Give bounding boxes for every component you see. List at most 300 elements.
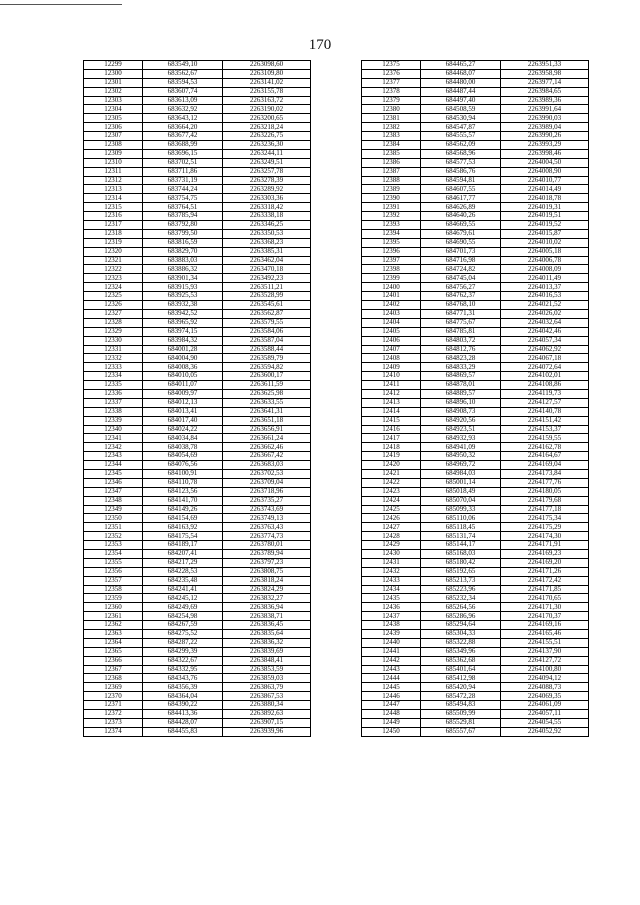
table-row	[84, 514, 311, 523]
point-number-cell: 12429	[362, 541, 421, 550]
table-row	[362, 621, 589, 630]
x-coordinate-cell: 684896,10	[421, 398, 501, 407]
y-coordinate-cell: 2264100,80	[501, 665, 589, 674]
point-number-cell: 12443	[362, 665, 421, 674]
table-row	[84, 603, 311, 612]
point-number-cell: 12391	[362, 203, 421, 212]
x-coordinate-cell: 684594,81	[421, 176, 501, 185]
y-coordinate-cell: 2263780,01	[223, 541, 311, 550]
point-number-cell: 12324	[84, 283, 143, 292]
x-coordinate-cell: 684923,51	[421, 425, 501, 434]
y-coordinate-cell: 2264171,85	[501, 585, 589, 594]
y-coordinate-cell: 2264054,55	[501, 718, 589, 727]
x-coordinate-cell: 684869,57	[421, 372, 501, 381]
y-coordinate-cell: 2263863,79	[223, 683, 311, 692]
table-row	[362, 247, 589, 256]
x-coordinate-cell: 684322,67	[143, 656, 223, 665]
table-row	[84, 558, 311, 567]
x-coordinate-cell: 684555,57	[421, 132, 501, 141]
table-row	[84, 407, 311, 416]
point-number-cell: 12317	[84, 221, 143, 230]
point-number-cell: 12424	[362, 496, 421, 505]
x-coordinate-cell: 684745,04	[421, 274, 501, 283]
point-number-cell: 12376	[362, 69, 421, 78]
coordinates-table-left-body	[84, 61, 311, 737]
x-coordinate-cell: 684984,03	[421, 469, 501, 478]
x-coordinate-cell: 683974,15	[143, 327, 223, 336]
x-coordinate-cell: 684455,83	[143, 727, 223, 736]
x-coordinate-cell: 685420,94	[421, 683, 501, 692]
table-row	[84, 523, 311, 532]
point-number-cell: 12306	[84, 123, 143, 132]
point-number-cell: 12374	[84, 727, 143, 736]
y-coordinate-cell: 2264016,53	[501, 292, 589, 301]
x-coordinate-cell: 683711,86	[143, 167, 223, 176]
x-coordinate-cell: 685494,83	[421, 701, 501, 710]
table-row	[84, 638, 311, 647]
table-row	[84, 452, 311, 461]
point-number-cell: 12428	[362, 532, 421, 541]
table-row	[362, 336, 589, 345]
table-row	[362, 69, 589, 78]
point-number-cell: 12340	[84, 425, 143, 434]
point-number-cell: 12359	[84, 594, 143, 603]
x-coordinate-cell: 684110,78	[143, 478, 223, 487]
point-number-cell: 12401	[362, 292, 421, 301]
point-number-cell: 12418	[362, 443, 421, 452]
y-coordinate-cell: 2264102,01	[501, 372, 589, 381]
y-coordinate-cell: 2263990,03	[501, 114, 589, 123]
table-row	[84, 692, 311, 701]
y-coordinate-cell: 2264172,42	[501, 576, 589, 585]
table-row	[84, 710, 311, 719]
x-coordinate-cell: 683901,34	[143, 274, 223, 283]
table-row	[84, 496, 311, 505]
table-row	[84, 701, 311, 710]
y-coordinate-cell: 2263462,04	[223, 256, 311, 265]
y-coordinate-cell: 2263848,41	[223, 656, 311, 665]
x-coordinate-cell: 684969,72	[421, 461, 501, 470]
point-number-cell: 12367	[84, 665, 143, 674]
y-coordinate-cell: 2264018,78	[501, 194, 589, 203]
point-number-cell: 12411	[362, 381, 421, 390]
x-coordinate-cell: 685192,65	[421, 567, 501, 576]
x-coordinate-cell: 683607,74	[143, 87, 223, 96]
x-coordinate-cell: 684768,10	[421, 301, 501, 310]
table-row	[84, 505, 311, 514]
coordinates-table-left	[83, 60, 311, 737]
y-coordinate-cell: 2263244,11	[223, 149, 311, 158]
point-number-cell: 12406	[362, 336, 421, 345]
x-coordinate-cell: 684008,36	[143, 363, 223, 372]
table-row	[362, 123, 589, 132]
y-coordinate-cell: 2264180,05	[501, 487, 589, 496]
y-coordinate-cell: 2263226,75	[223, 132, 311, 141]
table-row	[84, 354, 311, 363]
y-coordinate-cell: 2263998,46	[501, 149, 589, 158]
x-coordinate-cell: 685557,67	[421, 727, 501, 736]
point-number-cell: 12450	[362, 727, 421, 736]
x-coordinate-cell: 684009,97	[143, 389, 223, 398]
point-number-cell: 12334	[84, 372, 143, 381]
x-coordinate-cell: 684568,96	[421, 149, 501, 158]
point-number-cell: 12431	[362, 558, 421, 567]
point-number-cell: 12387	[362, 167, 421, 176]
x-coordinate-cell: 684562,09	[421, 141, 501, 150]
x-coordinate-cell: 683613,09	[143, 96, 223, 105]
x-coordinate-cell: 683984,32	[143, 336, 223, 345]
x-coordinate-cell: 684004,90	[143, 354, 223, 363]
y-coordinate-cell: 2263958,98	[501, 69, 589, 78]
x-coordinate-cell: 684468,07	[421, 69, 501, 78]
table-row	[84, 487, 311, 496]
point-number-cell: 12390	[362, 194, 421, 203]
table-row	[362, 603, 589, 612]
x-coordinate-cell: 684390,22	[143, 701, 223, 710]
x-coordinate-cell: 685070,04	[421, 496, 501, 505]
y-coordinate-cell: 2264067,18	[501, 354, 589, 363]
x-coordinate-cell: 683816,59	[143, 238, 223, 247]
y-coordinate-cell: 2264014,49	[501, 185, 589, 194]
point-number-cell: 12341	[84, 434, 143, 443]
y-coordinate-cell: 2263990,26	[501, 132, 589, 141]
point-number-cell: 12358	[84, 585, 143, 594]
table-row	[84, 434, 311, 443]
y-coordinate-cell: 2264153,37	[501, 425, 589, 434]
x-coordinate-cell: 685223,96	[421, 585, 501, 594]
point-number-cell: 12417	[362, 434, 421, 443]
x-coordinate-cell: 683965,92	[143, 318, 223, 327]
x-coordinate-cell: 684123,56	[143, 487, 223, 496]
x-coordinate-cell: 684245,12	[143, 594, 223, 603]
point-number-cell: 12379	[362, 96, 421, 105]
x-coordinate-cell: 684011,07	[143, 381, 223, 390]
table-row	[84, 727, 311, 736]
table-row	[362, 638, 589, 647]
point-number-cell: 12356	[84, 567, 143, 576]
x-coordinate-cell: 684343,76	[143, 674, 223, 683]
point-number-cell: 12419	[362, 452, 421, 461]
point-number-cell: 12307	[84, 132, 143, 141]
y-coordinate-cell: 2263289,92	[223, 185, 311, 194]
table-row	[362, 710, 589, 719]
point-number-cell: 12386	[362, 158, 421, 167]
table-row	[84, 416, 311, 425]
point-number-cell: 12337	[84, 398, 143, 407]
point-number-cell: 12445	[362, 683, 421, 692]
table-row	[84, 301, 311, 310]
table-row	[84, 381, 311, 390]
point-number-cell: 12357	[84, 576, 143, 585]
y-coordinate-cell: 2263702,53	[223, 469, 311, 478]
point-number-cell: 12325	[84, 292, 143, 301]
y-coordinate-cell: 2264173,84	[501, 469, 589, 478]
x-coordinate-cell: 685294,64	[421, 621, 501, 630]
point-number-cell: 12331	[84, 345, 143, 354]
y-coordinate-cell: 2263836,32	[223, 638, 311, 647]
table-row	[84, 336, 311, 345]
point-number-cell: 12447	[362, 701, 421, 710]
y-coordinate-cell: 2263249,51	[223, 158, 311, 167]
x-coordinate-cell: 684617,77	[421, 194, 501, 203]
y-coordinate-cell: 2264032,64	[501, 318, 589, 327]
x-coordinate-cell: 684100,91	[143, 469, 223, 478]
x-coordinate-cell: 683829,70	[143, 247, 223, 256]
table-row	[362, 327, 589, 336]
y-coordinate-cell: 2264010,77	[501, 176, 589, 185]
point-number-cell: 12446	[362, 692, 421, 701]
table-row	[84, 203, 311, 212]
point-number-cell: 12427	[362, 523, 421, 532]
y-coordinate-cell: 2264127,72	[501, 656, 589, 665]
x-coordinate-cell: 683702,51	[143, 158, 223, 167]
x-coordinate-cell: 684189,17	[143, 541, 223, 550]
table-row	[84, 478, 311, 487]
table-row	[84, 265, 311, 274]
point-number-cell: 12330	[84, 336, 143, 345]
table-row	[362, 487, 589, 496]
y-coordinate-cell: 2263718,96	[223, 487, 311, 496]
x-coordinate-cell: 685001,14	[421, 478, 501, 487]
y-coordinate-cell: 2264062,92	[501, 345, 589, 354]
table-row	[84, 96, 311, 105]
y-coordinate-cell: 2263789,94	[223, 549, 311, 558]
x-coordinate-cell: 684833,29	[421, 363, 501, 372]
y-coordinate-cell: 2264151,42	[501, 416, 589, 425]
y-coordinate-cell: 2263989,36	[501, 96, 589, 105]
point-number-cell: 12300	[84, 69, 143, 78]
x-coordinate-cell: 684724,82	[421, 265, 501, 274]
point-number-cell: 12385	[362, 149, 421, 158]
point-number-cell: 12353	[84, 541, 143, 550]
table-row	[84, 541, 311, 550]
point-number-cell: 12426	[362, 514, 421, 523]
point-number-cell: 12320	[84, 247, 143, 256]
table-row	[84, 292, 311, 301]
y-coordinate-cell: 2264119,73	[501, 389, 589, 398]
x-coordinate-cell: 683731,19	[143, 176, 223, 185]
point-number-cell: 12435	[362, 594, 421, 603]
y-coordinate-cell: 2264177,76	[501, 478, 589, 487]
x-coordinate-cell: 684241,41	[143, 585, 223, 594]
y-coordinate-cell: 2263977,14	[501, 78, 589, 87]
table-row	[362, 469, 589, 478]
y-coordinate-cell: 2263528,99	[223, 292, 311, 301]
x-coordinate-cell: 684908,73	[421, 407, 501, 416]
x-coordinate-cell: 683632,92	[143, 105, 223, 114]
table-row	[362, 683, 589, 692]
table-row	[362, 354, 589, 363]
point-number-cell: 12413	[362, 398, 421, 407]
table-row	[362, 647, 589, 656]
point-number-cell: 12437	[362, 612, 421, 621]
point-number-cell: 12311	[84, 167, 143, 176]
table-row	[362, 630, 589, 639]
x-coordinate-cell: 684878,01	[421, 381, 501, 390]
x-coordinate-cell: 684640,26	[421, 212, 501, 221]
x-coordinate-cell: 684487,44	[421, 87, 501, 96]
table-row	[84, 683, 311, 692]
table-row	[84, 372, 311, 381]
y-coordinate-cell: 2263163,72	[223, 96, 311, 105]
table-row	[362, 434, 589, 443]
point-number-cell: 12323	[84, 274, 143, 283]
table-row	[362, 452, 589, 461]
table-row	[84, 158, 311, 167]
y-coordinate-cell: 2264069,35	[501, 692, 589, 701]
x-coordinate-cell: 684701,73	[421, 247, 501, 256]
x-coordinate-cell: 684941,09	[421, 443, 501, 452]
x-coordinate-cell: 684228,53	[143, 567, 223, 576]
y-coordinate-cell: 2264179,68	[501, 496, 589, 505]
point-number-cell: 12316	[84, 212, 143, 221]
table-row	[84, 567, 311, 576]
y-coordinate-cell: 2263155,78	[223, 87, 311, 96]
point-number-cell: 12348	[84, 496, 143, 505]
x-coordinate-cell: 684823,28	[421, 354, 501, 363]
point-number-cell: 12349	[84, 505, 143, 514]
x-coordinate-cell: 685349,96	[421, 647, 501, 656]
point-number-cell: 12299	[84, 61, 143, 70]
point-number-cell: 12378	[362, 87, 421, 96]
table-row	[84, 630, 311, 639]
point-number-cell: 12420	[362, 461, 421, 470]
point-number-cell: 12434	[362, 585, 421, 594]
x-coordinate-cell: 684034,84	[143, 434, 223, 443]
x-coordinate-cell: 685118,45	[421, 523, 501, 532]
table-row	[362, 416, 589, 425]
x-coordinate-cell: 684950,32	[421, 452, 501, 461]
y-coordinate-cell: 2264169,23	[501, 549, 589, 558]
table-row	[362, 656, 589, 665]
x-coordinate-cell: 684530,94	[421, 114, 501, 123]
table-row	[362, 87, 589, 96]
point-number-cell: 12313	[84, 185, 143, 194]
table-row	[362, 167, 589, 176]
x-coordinate-cell: 684413,36	[143, 710, 223, 719]
table-row	[362, 478, 589, 487]
y-coordinate-cell: 2263368,23	[223, 238, 311, 247]
table-row	[362, 523, 589, 532]
point-number-cell: 12414	[362, 407, 421, 416]
point-number-cell: 12314	[84, 194, 143, 203]
table-row	[362, 585, 589, 594]
x-coordinate-cell: 683744,24	[143, 185, 223, 194]
point-number-cell: 12425	[362, 505, 421, 514]
y-coordinate-cell: 2263236,30	[223, 141, 311, 150]
x-coordinate-cell: 684207,41	[143, 549, 223, 558]
table-row	[362, 229, 589, 238]
x-coordinate-cell: 685362,68	[421, 656, 501, 665]
y-coordinate-cell: 2264008,09	[501, 265, 589, 274]
point-number-cell: 12383	[362, 132, 421, 141]
table-row	[362, 443, 589, 452]
y-coordinate-cell: 2264005,18	[501, 247, 589, 256]
x-coordinate-cell: 684465,27	[421, 61, 501, 70]
point-number-cell: 12430	[362, 549, 421, 558]
y-coordinate-cell: 2263641,31	[223, 407, 311, 416]
y-coordinate-cell: 2263600,17	[223, 372, 311, 381]
x-coordinate-cell: 683785,94	[143, 212, 223, 221]
x-coordinate-cell: 684771,31	[421, 309, 501, 318]
x-coordinate-cell: 685213,73	[421, 576, 501, 585]
y-coordinate-cell: 2263278,39	[223, 176, 311, 185]
table-row	[362, 96, 589, 105]
table-row	[362, 274, 589, 283]
point-number-cell: 12395	[362, 238, 421, 247]
table-row	[362, 594, 589, 603]
point-number-cell: 12422	[362, 478, 421, 487]
point-number-cell: 12346	[84, 478, 143, 487]
table-row	[362, 238, 589, 247]
y-coordinate-cell: 2263839,69	[223, 647, 311, 656]
point-number-cell: 12355	[84, 558, 143, 567]
y-coordinate-cell: 2263584,06	[223, 327, 311, 336]
y-coordinate-cell: 2263867,53	[223, 692, 311, 701]
table-row	[84, 461, 311, 470]
point-number-cell: 12421	[362, 469, 421, 478]
x-coordinate-cell: 684076,56	[143, 461, 223, 470]
table-row	[84, 363, 311, 372]
table-row	[84, 61, 311, 70]
table-row	[84, 327, 311, 336]
point-number-cell: 12339	[84, 416, 143, 425]
point-number-cell: 12399	[362, 274, 421, 283]
point-number-cell: 12433	[362, 576, 421, 585]
x-coordinate-cell: 684480,00	[421, 78, 501, 87]
x-coordinate-cell: 685472,28	[421, 692, 501, 701]
y-coordinate-cell: 2263859,03	[223, 674, 311, 683]
table-row	[84, 167, 311, 176]
table-row	[84, 247, 311, 256]
point-number-cell: 12301	[84, 78, 143, 87]
point-number-cell: 12409	[362, 363, 421, 372]
x-coordinate-cell: 683925,53	[143, 292, 223, 301]
y-coordinate-cell: 2264171,30	[501, 603, 589, 612]
x-coordinate-cell: 683677,42	[143, 132, 223, 141]
table-row	[362, 532, 589, 541]
x-coordinate-cell: 684249,69	[143, 603, 223, 612]
x-coordinate-cell: 683754,75	[143, 194, 223, 203]
table-row	[84, 274, 311, 283]
table-row	[362, 372, 589, 381]
y-coordinate-cell: 2263350,53	[223, 229, 311, 238]
point-number-cell: 12315	[84, 203, 143, 212]
y-coordinate-cell: 2263836,45	[223, 621, 311, 630]
y-coordinate-cell: 2264169,04	[501, 461, 589, 470]
x-coordinate-cell: 684163,92	[143, 523, 223, 532]
x-coordinate-cell: 683594,53	[143, 78, 223, 87]
x-coordinate-cell: 685322,88	[421, 638, 501, 647]
y-coordinate-cell: 2263611,59	[223, 381, 311, 390]
point-number-cell: 12310	[84, 158, 143, 167]
point-number-cell: 12377	[362, 78, 421, 87]
y-coordinate-cell: 2264162,78	[501, 443, 589, 452]
x-coordinate-cell: 684010,05	[143, 372, 223, 381]
x-coordinate-cell: 684149,26	[143, 505, 223, 514]
point-number-cell: 12347	[84, 487, 143, 496]
point-number-cell: 12402	[362, 301, 421, 310]
point-number-cell: 12350	[84, 514, 143, 523]
y-coordinate-cell: 2264019,51	[501, 212, 589, 221]
point-number-cell: 12365	[84, 647, 143, 656]
x-coordinate-cell: 684669,55	[421, 221, 501, 230]
y-coordinate-cell: 2264008,90	[501, 167, 589, 176]
point-number-cell: 12343	[84, 452, 143, 461]
table-row	[362, 309, 589, 318]
table-row	[362, 425, 589, 434]
y-coordinate-cell: 2263743,69	[223, 505, 311, 514]
